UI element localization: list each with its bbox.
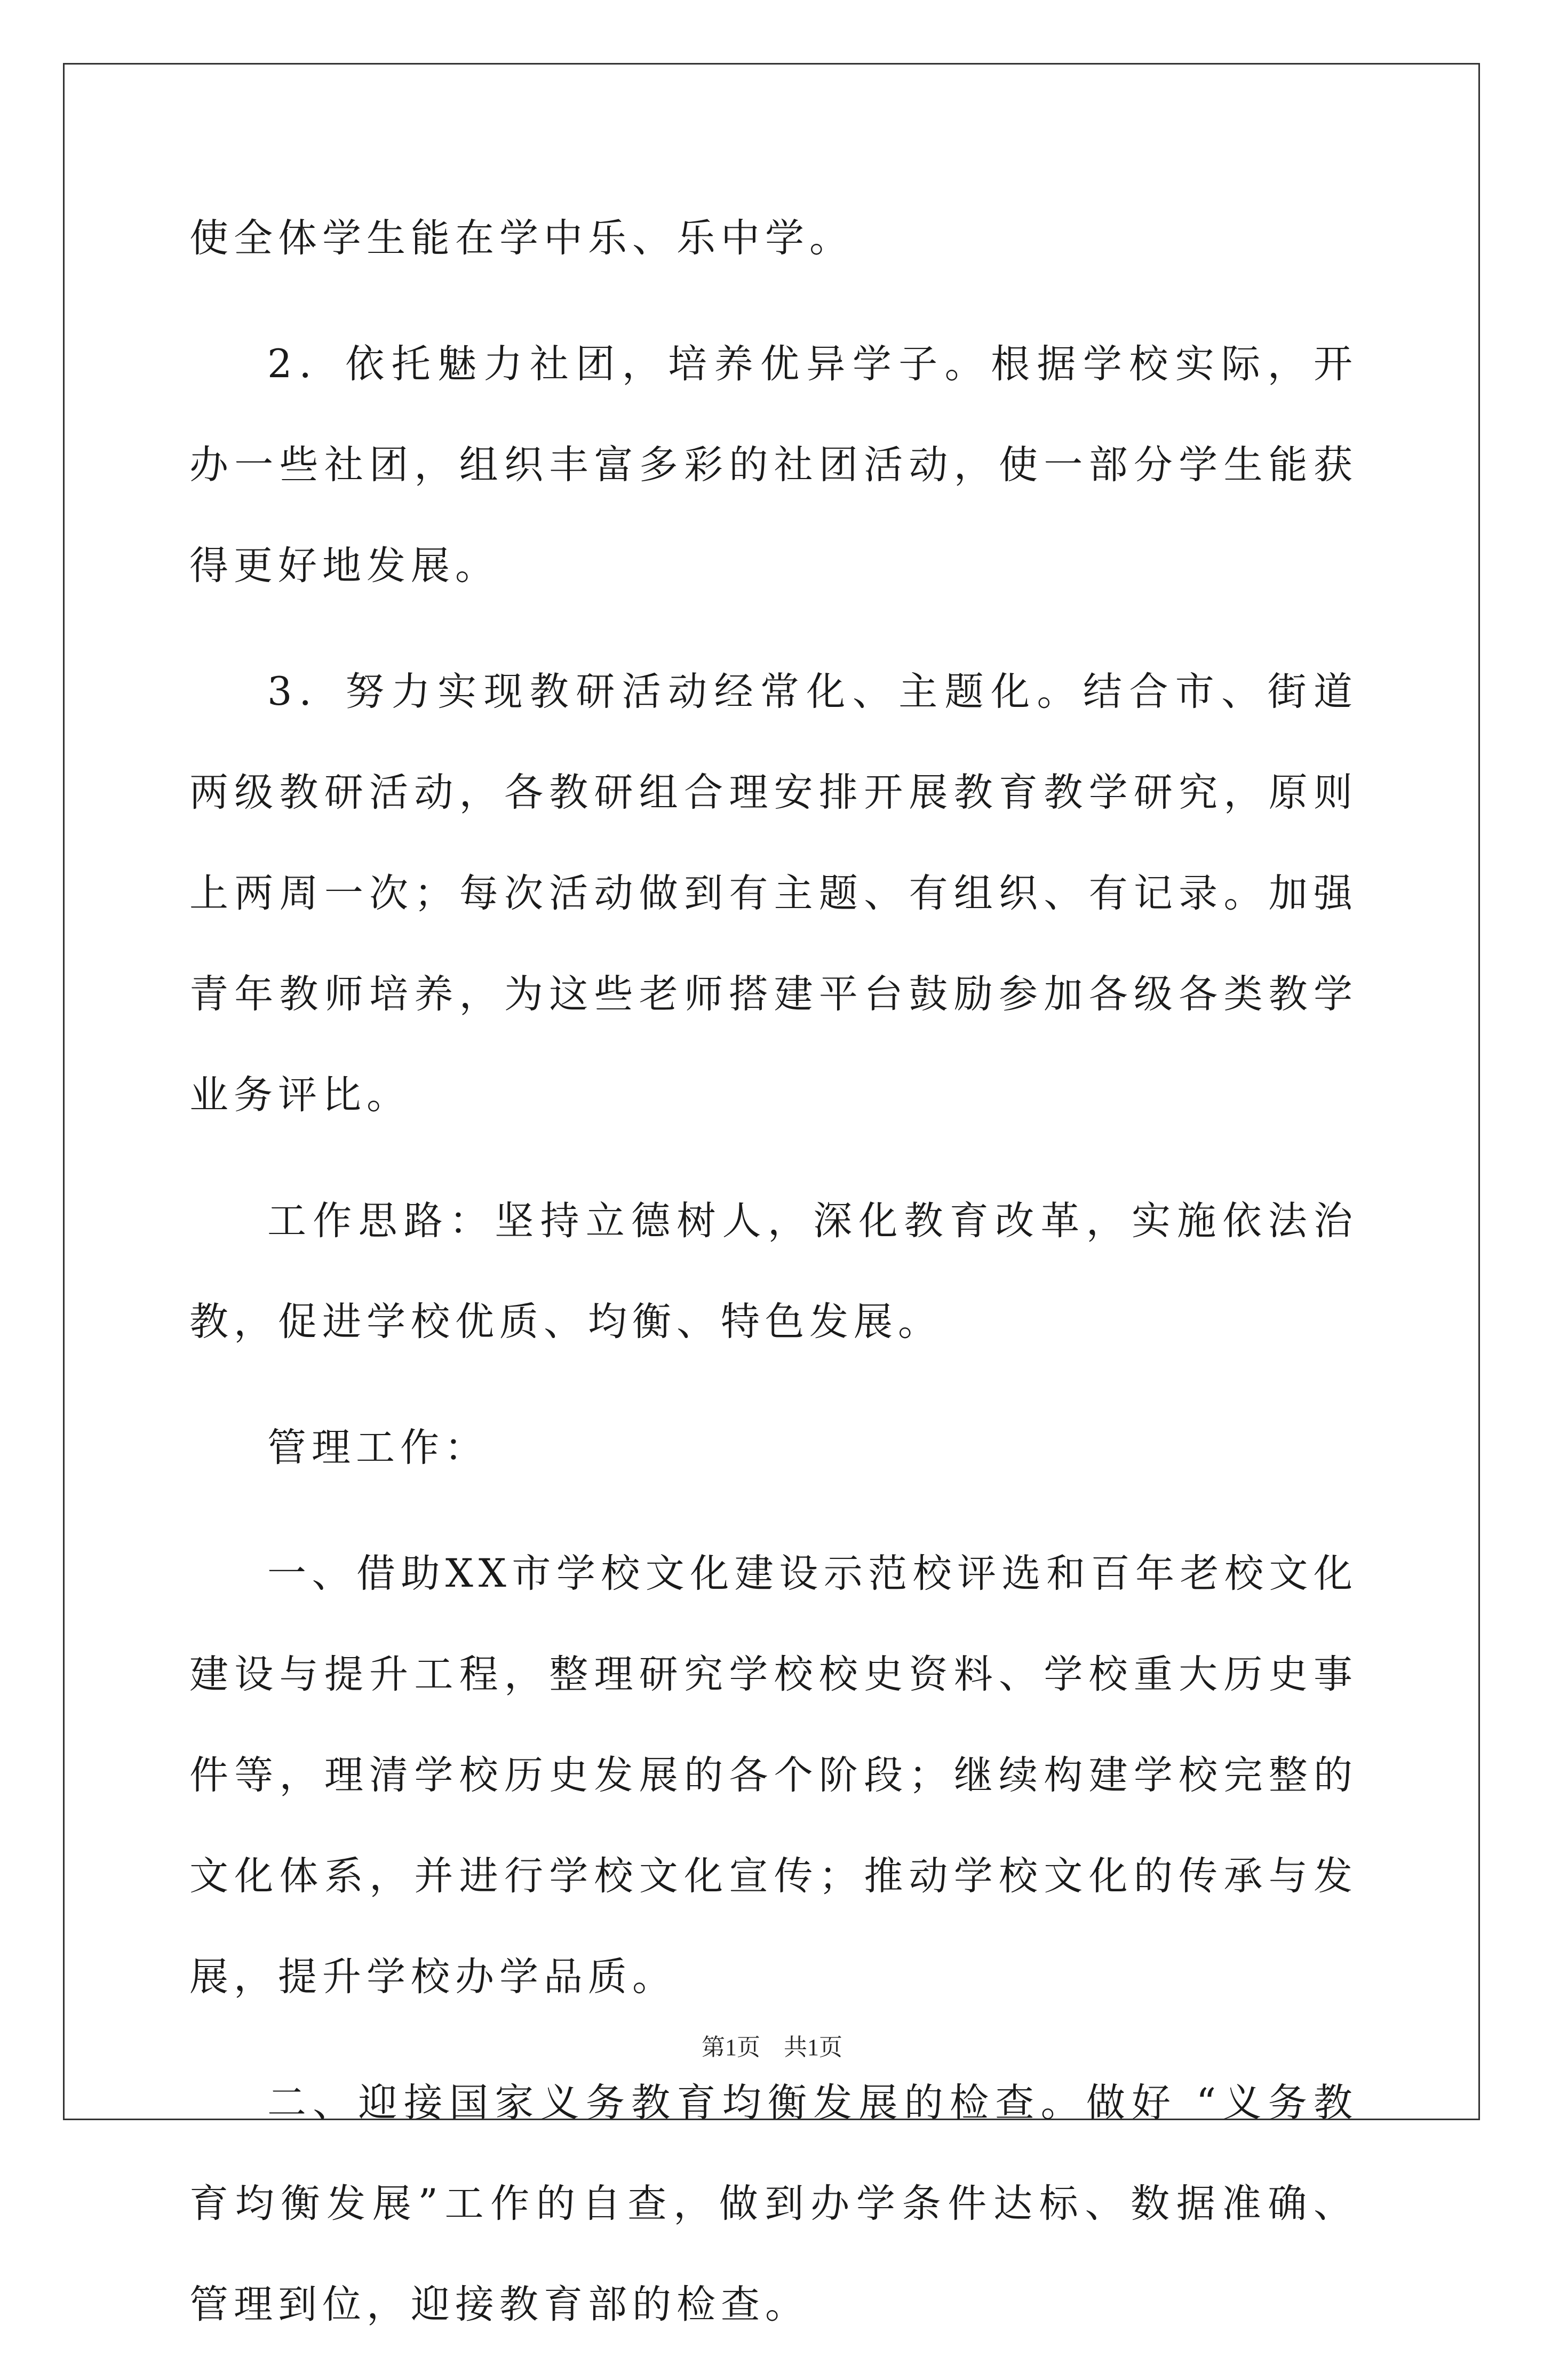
paragraph-continuation: 使全体学生能在学中乐、乐中学。 bbox=[189, 216, 854, 261]
heading-management-work: 管理工作： bbox=[267, 1425, 489, 1470]
paragraph-item-2: 2．依托魅力社团，培养优异学子。根据学校实际，开办一些社团，组织丰富多彩的社团活动，使一部分学生能获得更好地发展。 bbox=[189, 341, 1358, 588]
paragraph-section-one: 一、借助XX市学校文化建设示范校评选和百年老校文化建设与提升工程，整理研究学校校史资料、学校重大历史事件等，理清学校历史发展的各个阶段；继续构建学校完整的文化体系，并进行学校文化宣传；推动学校文化的传承与发展，提升学校办学品质。 bbox=[189, 1551, 1358, 2000]
page-number-footer: 第1页 共1页 bbox=[702, 2034, 842, 2060]
paragraph-item-3: 3．努力实现教研活动经常化、主题化。结合市、街道两级教研活动，各教研组合理安排开展教育教学研究，原则上两周一次；每次活动做到有主题、有组织、有记录。加强青年教师培养，为这些老师搭建平台鼓励参加各级各类教学业务评比。 bbox=[189, 669, 1358, 1118]
paragraph-work-approach: 工作思路：坚持立德树人，深化教育改革，实施依法治教，促进学校优质、均衡、特色发展。 bbox=[189, 1198, 1358, 1344]
paragraph-section-two: 二、迎接国家义务教育均衡发展的检查。做好 “义务教育均衡发展”工作的自查，做到办学条件达标、数据准确、管理到位，迎接教育部的检查。 bbox=[189, 2080, 1358, 2327]
